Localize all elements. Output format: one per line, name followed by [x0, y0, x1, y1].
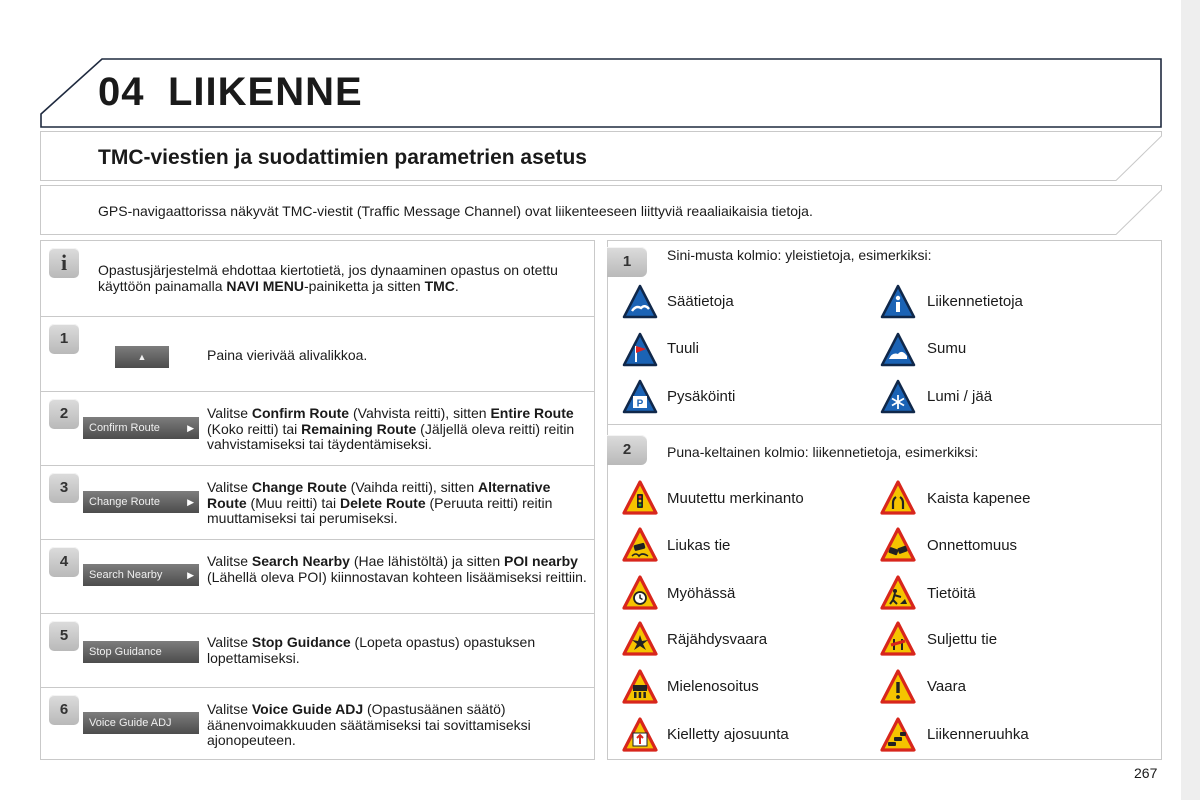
group-number-badge: 1 [607, 247, 647, 277]
signals-sign-icon [622, 480, 658, 516]
sign-label: Liukas tie [667, 537, 731, 554]
stop-guidance-button[interactable]: Stop Guidance [83, 641, 199, 663]
sign-label: Myöhässä [667, 585, 736, 602]
scrollbar[interactable] [1181, 0, 1200, 800]
sign-label: Muutettu merkinanto [667, 490, 804, 507]
sign-label: Tuuli [667, 340, 699, 357]
roadworks-sign-icon [880, 575, 916, 611]
search-nearby-button[interactable]: Search Nearby ▶ [83, 564, 199, 586]
step-row-2 [41, 391, 594, 465]
play-arrow-icon: ▶ [187, 570, 194, 580]
intro-text: GPS-navigaattorissa näkyvät TMC-viestit (Traffic Message Channel) ovat liikenteeseen liittyviä reaaliaikaisia tietoja. [98, 203, 813, 219]
closed-road-sign-icon [880, 621, 916, 657]
sign-label: Lumi / jää [927, 388, 993, 405]
sign-label: Mielenosoitus [667, 678, 759, 695]
change-route-button[interactable]: Change Route ▶ [83, 491, 199, 513]
step-text: Valitse Search Nearby (Hae lähistöltä) ja sitten POI nearby (Lähellä oleva POI) kiinnostavan kohteen lisäämiseksi reittiin. [207, 553, 587, 585]
blue-group-heading: Sini-musta kolmio: yleistietoja, esimerkiksi: [667, 247, 932, 263]
sign-label: Pysäköinti [667, 388, 736, 405]
step-text: Valitse Confirm Route (Vahvista reitti), sitten Entire Route (Koko reitti) tai Remaining Route (Jäljellä oleva reitti) reitin vahvistamiseksi tai täydentämiseksi. [207, 405, 575, 452]
explosion-sign-icon [622, 621, 658, 657]
play-arrow-icon: ▶ [187, 423, 194, 433]
info-text: Opastusjärjestelmä ehdottaa kiertotietä, jos dynaaminen opastus on otettu käyttöön painamalla NAVI MENU-painiketta ja sitten TMC. [98, 262, 558, 294]
slippery-road-sign-icon [622, 527, 658, 563]
step-number-badge: 1 [49, 324, 79, 354]
accident-sign-icon [880, 527, 916, 563]
step-number-badge: 5 [49, 621, 79, 651]
step-row-6 [41, 687, 594, 760]
delay-sign-icon [622, 575, 658, 611]
step-number-badge: 6 [49, 695, 79, 725]
voice-guide-adj-button[interactable]: Voice Guide ADJ [83, 712, 199, 734]
wrong-way-sign-icon [622, 717, 658, 753]
sign-label: Suljettu tie [927, 631, 998, 648]
step-text: Valitse Voice Guide ADJ (Opastusäänen säätö) äänenvoimakkuuden säätämiseksi tai sovittamiseksi ajonopeuteen. [207, 701, 531, 748]
fog-sign-icon [880, 332, 916, 368]
narrow-lane-sign-icon [880, 480, 916, 516]
step-text: Valitse Change Route (Vaihda reitti), sitten Alternative Route (Muu reitti) tai Delete Route (Peruuta reitti) reitin muuttamiseksi tai perumiseksi. [207, 479, 553, 526]
sign-label: Onnettomuus [927, 537, 1018, 554]
info-icon: i [49, 248, 79, 278]
sign-label: Sumu [927, 340, 967, 357]
parking-sign-icon [622, 379, 658, 415]
sign-label: Kaista kapenee [927, 490, 1031, 507]
sign-label: Liikenneruuhka [927, 726, 1029, 743]
snow-sign-icon [880, 379, 916, 415]
step-row-5 [41, 613, 594, 687]
info-sign-icon [880, 284, 916, 320]
group-number-badge: 2 [607, 435, 647, 465]
sign-label: Vaara [927, 678, 966, 695]
sign-label: Liikennetietoja [927, 293, 1023, 310]
step-number-badge: 4 [49, 547, 79, 577]
sign-label: Räjähdysvaara [667, 631, 768, 648]
page-number: 267 [1134, 765, 1158, 781]
instructions-panel [40, 240, 595, 760]
step-number-badge: 2 [49, 399, 79, 429]
step-text: Valitse Stop Guidance (Lopeta opastus) opastuksen lopettamiseksi. [207, 634, 536, 666]
danger-sign-icon [880, 669, 916, 705]
chapter-title: LIIKENNE [168, 70, 363, 114]
red-group-heading: Puna-keltainen kolmio: liikennetietoja, esimerkiksi: [667, 444, 979, 460]
step-row-3 [41, 465, 594, 539]
section-title: TMC-viestien ja suodattimien parametrien asetus [98, 146, 587, 169]
step-number-badge: 3 [49, 473, 79, 503]
confirm-route-button[interactable]: Confirm Route ▶ [83, 417, 199, 439]
sign-label: Tietöitä [927, 585, 976, 602]
info-row [41, 241, 594, 315]
wind-sign-icon [622, 332, 658, 368]
traffic-jam-sign-icon [880, 717, 916, 753]
sign-label: Säätietoja [667, 293, 734, 310]
step-text: Paina vierivää alivalikkoa. [207, 347, 368, 363]
step-row-4 [41, 539, 594, 613]
svg-text:P: P [636, 398, 644, 410]
demonstration-sign-icon [622, 669, 658, 705]
scroll-up-button[interactable]: ▲ [115, 346, 169, 368]
sign-label: Kielletty ajosuunta [667, 726, 789, 743]
group-divider [608, 424, 1161, 425]
chapter-number: 04 [98, 70, 145, 114]
weather-sign-icon [622, 284, 658, 320]
step-row-1 [41, 316, 594, 391]
play-arrow-icon: ▶ [187, 497, 194, 507]
